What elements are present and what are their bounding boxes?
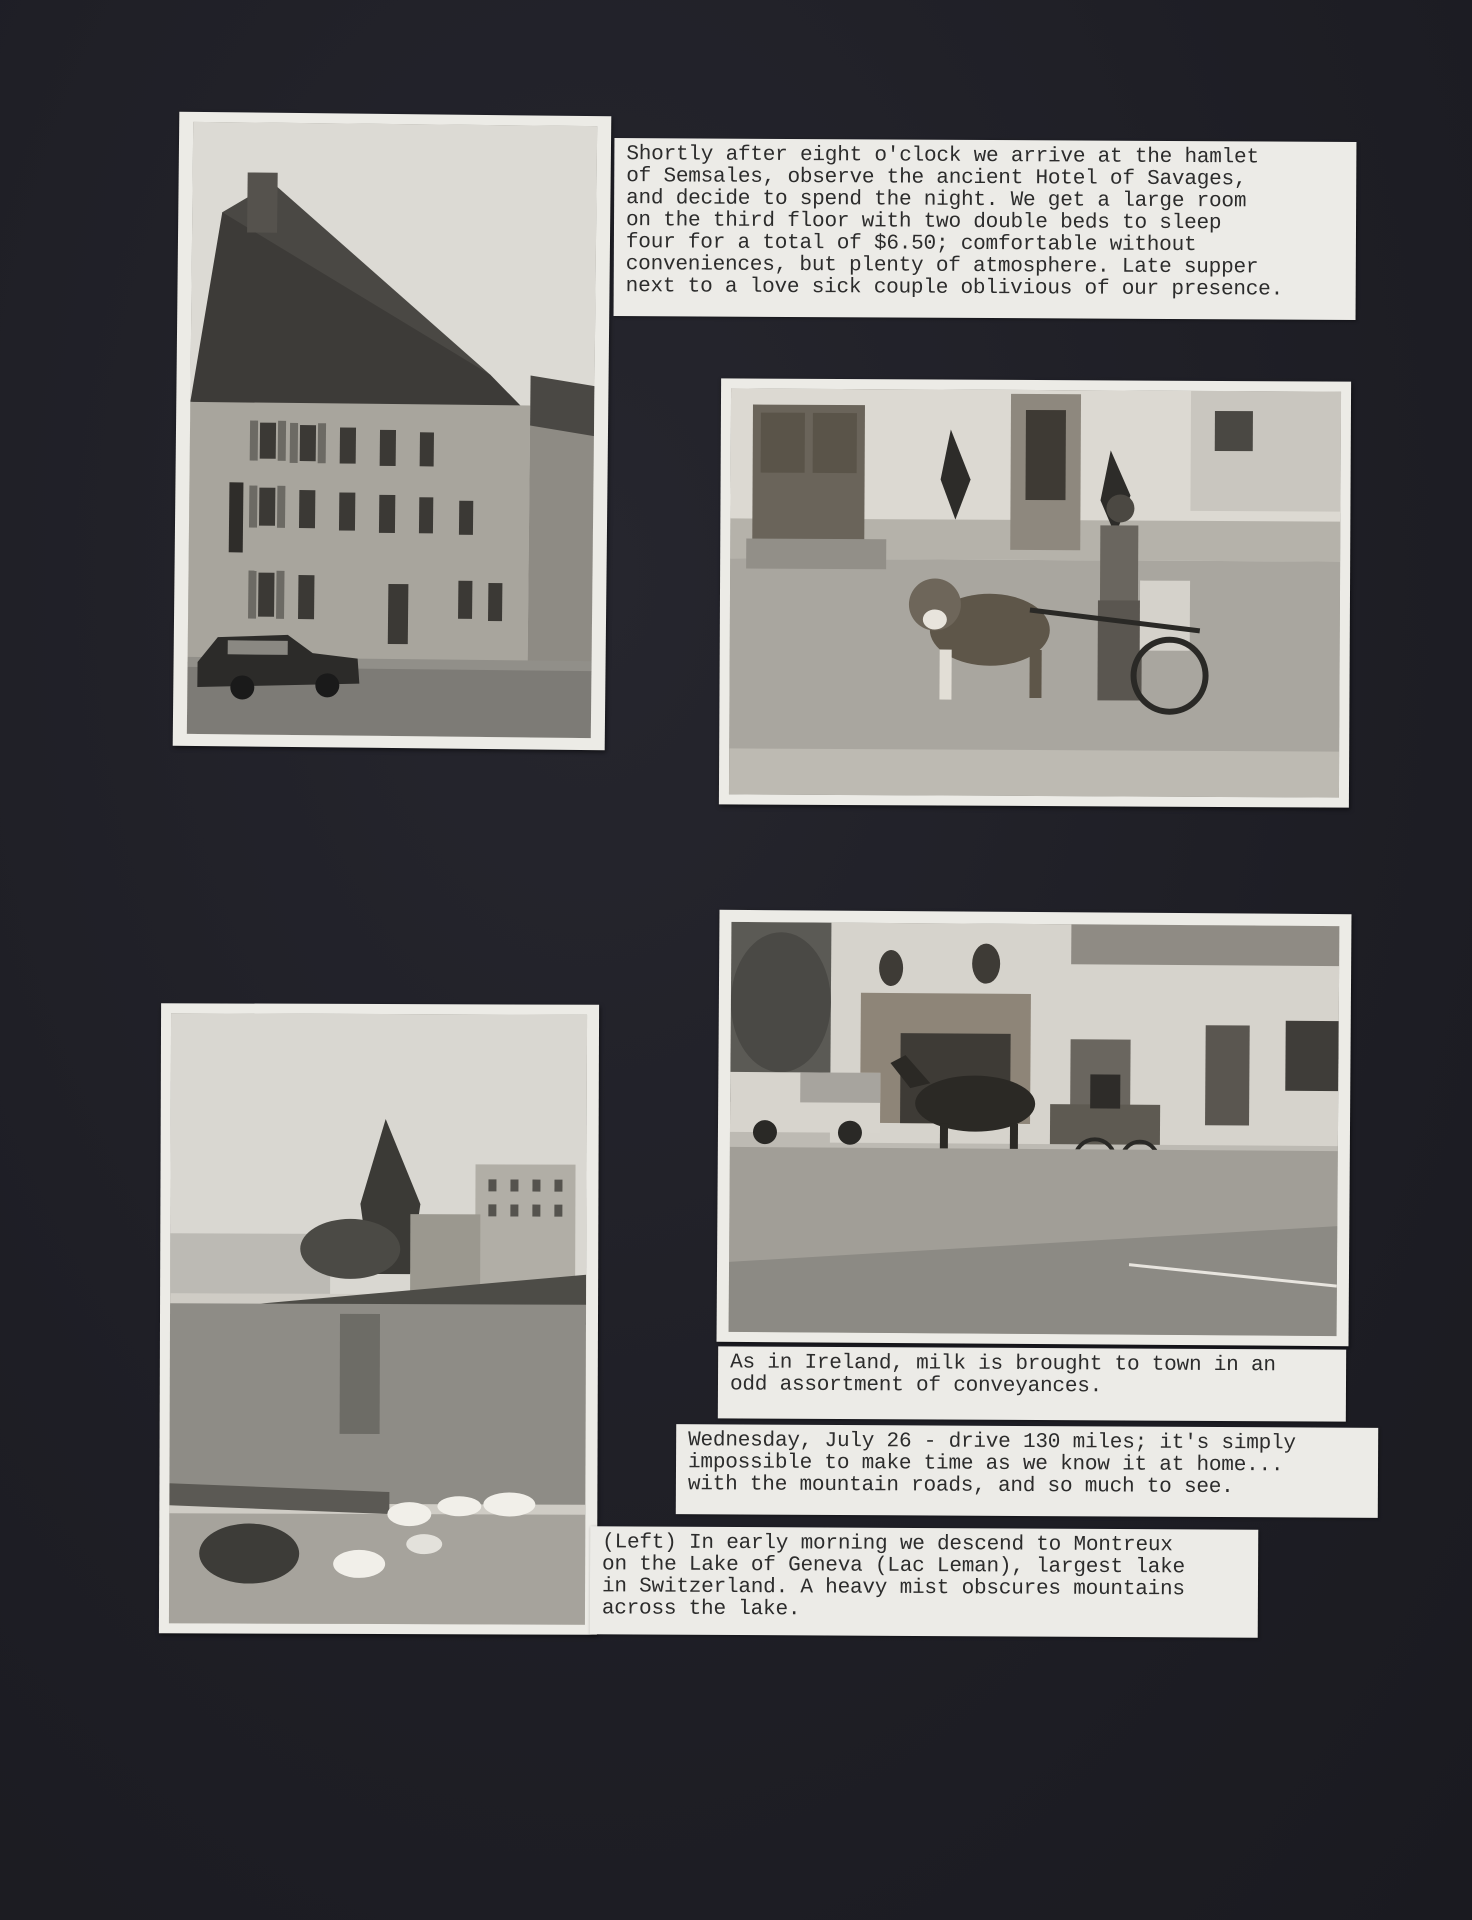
caption-semsales: Shortly after eight o'clock we arrive at the hamlet of Semsales, observe the ancient Hotel of Savages, and decide to spend the night. We get a large room on the third floor with two double beds to sleep four for a total of $6.50; comfortable without conveniences, but plenty of atmosphere. Late supper next to a love sick couple oblivious of our presence. — [614, 138, 1357, 320]
horse-cart-image — [729, 922, 1340, 1336]
lake-image — [169, 1013, 587, 1624]
photo-dog-milk-cart — [719, 378, 1351, 807]
photo-horse-milk-cart — [716, 910, 1351, 1346]
hotel-image — [187, 122, 597, 738]
photo-hotel-of-savages — [173, 112, 612, 750]
caption-wednesday: Wednesday, July 26 - drive 130 miles; it's simply impossible to make time as we know it at home... with the mountain roads, and so much to see. — [676, 1424, 1378, 1518]
photo-lake-montreux — [159, 1003, 599, 1635]
dog-cart-image — [729, 388, 1341, 797]
caption-montreux: (Left) In early morning we descend to Montreux on the Lake of Geneva (Lac Leman), largest lake in Switzerland. A heavy mist obscures mountains across the lake. — [590, 1526, 1259, 1637]
caption-milk: As in Ireland, milk is brought to town in an odd assortment of conveyances. — [718, 1346, 1346, 1421]
